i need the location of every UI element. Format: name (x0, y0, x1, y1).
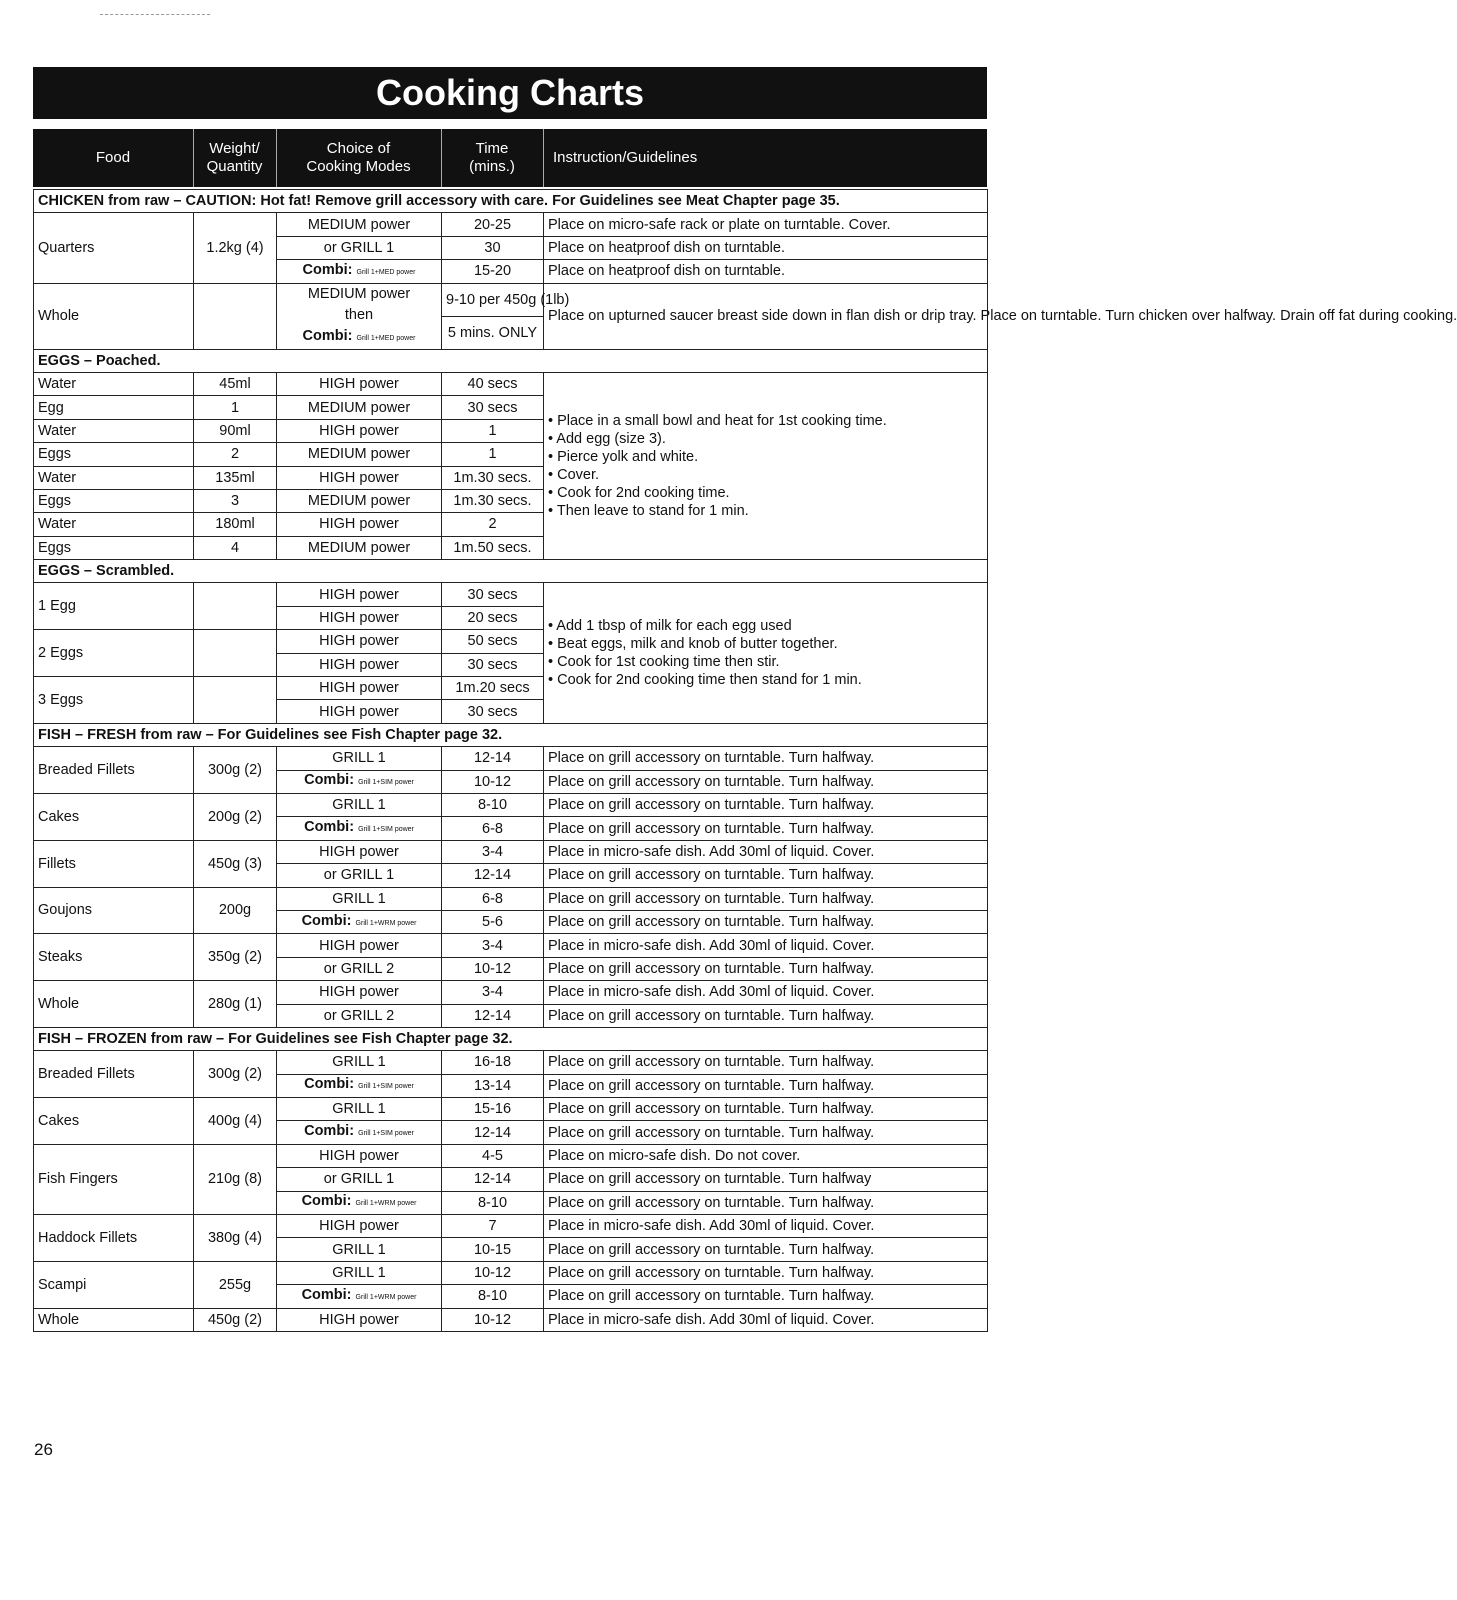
table-row: HIGH power 30 secs (34, 653, 988, 676)
table-row: or GRILL 1 30 Place on heatproof dish on turntable. (34, 236, 988, 259)
table-row: Whole 450g (2) HIGH power 10-12 Place in micro-safe dish. Add 30ml of liquid. Cover. (34, 1308, 988, 1331)
table-row: or GRILL 1 12-14 Place on grill accessory on turntable. Turn halfway (34, 1168, 988, 1191)
table-row: GRILL 1 10-15 Place on grill accessory on turntable. Turn halfway. (34, 1238, 988, 1261)
scrambled-instructions: • Add 1 tbsp of milk for each egg used • Beat eggs, milk and knob of butter together. • Cook for 1st cooking time then stir. • Cook for 2nd cooking time then stand for 1 min. (544, 583, 988, 723)
scan-artifact (100, 14, 210, 17)
table-row: Water 45ml HIGH power 40 secs • Place in a small bowl and heat for 1st cooking time. • Add egg (size 3). • Pierce yolk and white. • Cover. • Cook for 2nd cooking time. • Then leave to stand for 1 min. (34, 372, 988, 395)
table-row: 2 Eggs HIGH power 50 secs (34, 630, 988, 653)
table-row: Fish Fingers 210g (8) HIGH power 4-5 Place on micro-safe dish. Do not cover. (34, 1144, 988, 1167)
table-row: Goujons 200g GRILL 1 6-8 Place on grill accessory on turntable. Turn halfway. (34, 887, 988, 910)
table-row: Breaded Fillets 300g (2) GRILL 1 12-14 Place on grill accessory on turntable. Turn halfway. (34, 747, 988, 770)
table-row: Egg 1 MEDIUM power 30 secs (34, 396, 988, 419)
table-row: Scampi 255g GRILL 1 10-12 Place on grill accessory on turntable. Turn halfway. (34, 1261, 988, 1284)
table-row: 3 Eggs HIGH power 1m.20 secs (34, 677, 988, 700)
table-row: 5 mins. ONLY (34, 316, 988, 349)
section-eggs-poached: EGGS – Poached. (34, 349, 988, 372)
page-title: Cooking Charts (33, 67, 987, 119)
table-row: HIGH power 30 secs (34, 700, 988, 723)
table-row: Combi: Grill 1+WRM power 8-10 Place on grill accessory on turntable. Turn halfway. (34, 1191, 988, 1214)
table-row: Haddock Fillets 380g (4) HIGH power 7 Place in micro-safe dish. Add 30ml of liquid. Cover. (34, 1215, 988, 1238)
table-row: Combi: Grill 1+SIM power 13-14 Place on grill accessory on turntable. Turn halfway. (34, 1074, 988, 1097)
table-row: Combi: Grill 1+WRM power 8-10 Place on grill accessory on turntable. Turn halfway. (34, 1285, 988, 1308)
table-row: Eggs 3 MEDIUM power 1m.30 secs. (34, 489, 988, 512)
page-number: 26 (34, 1440, 53, 1459)
section-fish-frozen: FISH – FROZEN from raw – For Guidelines see Fish Chapter page 32. (34, 1027, 988, 1050)
table-row: Cakes 400g (4) GRILL 1 15-16 Place on grill accessory on turntable. Turn halfway. (34, 1098, 988, 1121)
table-row: Fillets 450g (3) HIGH power 3-4 Place in micro-safe dish. Add 30ml of liquid. Cover. (34, 840, 988, 863)
section-eggs-scrambled: EGGS – Scrambled. (34, 560, 988, 583)
table-row: Steaks 350g (2) HIGH power 3-4 Place in micro-safe dish. Add 30ml of liquid. Cover. (34, 934, 988, 957)
table-row: Combi: Grill 1+SIM power 12-14 Place on grill accessory on turntable. Turn halfway. (34, 1121, 988, 1144)
header-food: Food (33, 129, 194, 187)
section-fish-fresh: FISH – FRESH from raw – For Guidelines see Fish Chapter page 32. (34, 723, 988, 746)
table-row: Eggs 4 MEDIUM power 1m.50 secs. (34, 536, 988, 559)
table-row: Combi: Grill 1+SIM power 10-12 Place on grill accessory on turntable. Turn halfway. (34, 770, 988, 793)
table-row: or GRILL 1 12-14 Place on grill accessory on turntable. Turn halfway. (34, 864, 988, 887)
table-row: Combi: Grill 1+MED power 15-20 Place on heatproof dish on turntable. (34, 260, 988, 283)
table-row: or GRILL 2 10-12 Place on grill accessory on turntable. Turn halfway. (34, 957, 988, 980)
table-row: Water 180ml HIGH power 2 (34, 513, 988, 536)
table-header (33, 129, 987, 187)
section-chicken: CHICKEN from raw – CAUTION: Hot fat! Remove grill accessory with care. For Guidelines see Meat Chapter page 35. (34, 190, 988, 213)
table-row: or GRILL 2 12-14 Place on grill accessory on turntable. Turn halfway. (34, 1004, 988, 1027)
header-instructions: Instruction/Guidelines (553, 149, 698, 166)
table-row: Combi: Grill 1+SIM power 6-8 Place on grill accessory on turntable. Turn halfway. (34, 817, 988, 840)
table-row: Eggs 2 MEDIUM power 1 (34, 443, 988, 466)
table-row: HIGH power 20 secs (34, 606, 988, 629)
table-row: 1 Egg HIGH power 30 secs • Add 1 tbsp of milk for each egg used • Beat eggs, milk and knob of butter together. • Cook for 1st cooking time then stir. • Cook for 2nd cooking time then stand for 1 min. (34, 583, 988, 606)
table-row: Water 135ml HIGH power 1m.30 secs. (34, 466, 988, 489)
header-time: Time (mins.) (441, 129, 544, 187)
table-row: Combi: Grill 1+WRM power 5-6 Place on grill accessory on turntable. Turn halfway. (34, 910, 988, 933)
cooking-chart (33, 189, 1457, 1332)
header-mode: Choice of Cooking Modes (276, 129, 442, 187)
table-row: Quarters 1.2kg (4) MEDIUM power 20-25 Place on micro-safe rack or plate on turntable. Cover. (34, 213, 988, 236)
table-row: Whole 280g (1) HIGH power 3-4 Place in micro-safe dish. Add 30ml of liquid. Cover. (34, 981, 988, 1004)
table-row: Whole MEDIUM power then Combi: Grill 1+MED power 9-10 per 450g (1lb) Place on upturned saucer breast side down in flan dish or drip tray. Place on turntable. Turn chicken over halfway. Drain off fat during cooking. (34, 283, 988, 316)
table-row: Breaded Fillets 300g (2) GRILL 1 16-18 Place on grill accessory on turntable. Turn halfway. (34, 1051, 988, 1074)
table-row: Water 90ml HIGH power 1 (34, 419, 988, 442)
table-row: Cakes 200g (2) GRILL 1 8-10 Place on grill accessory on turntable. Turn halfway. (34, 793, 988, 816)
poached-instructions: • Place in a small bowl and heat for 1st cooking time. • Add egg (size 3). • Pierce yolk and white. • Cover. • Cook for 2nd cooking time. • Then leave to stand for 1 min. (544, 372, 988, 559)
header-weight: Weight/ Quantity (193, 129, 277, 187)
